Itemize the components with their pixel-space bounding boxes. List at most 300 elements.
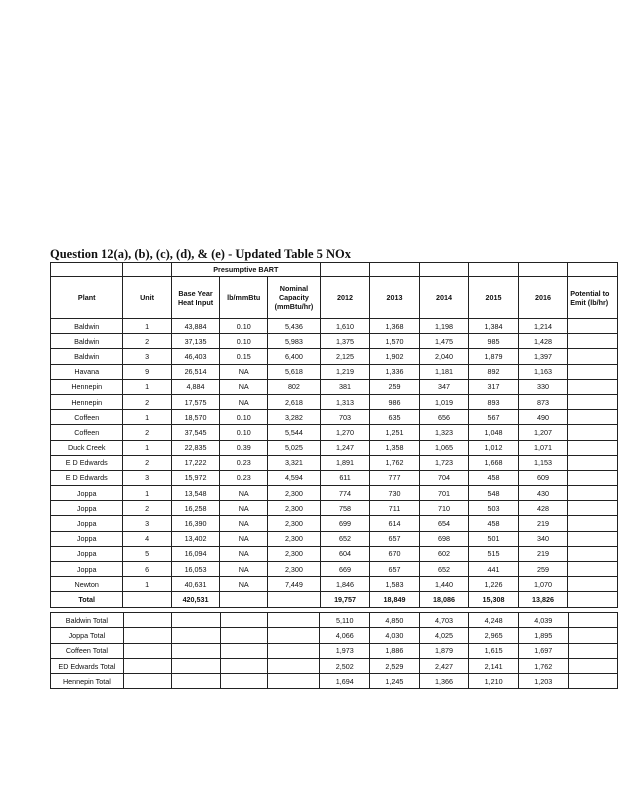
cell-cap: 3,321: [268, 455, 321, 470]
cell-y2016: 1,428: [518, 334, 567, 349]
cell-heat: 40,631: [171, 577, 220, 592]
group-header-row: [51, 263, 618, 277]
cell-rate: NA: [220, 546, 268, 561]
cell-potential: [568, 319, 618, 334]
cell-heat: 22,835: [171, 440, 220, 455]
total-label: Total: [51, 592, 123, 607]
empty-cell: [268, 674, 320, 689]
summary-2013: 4,030: [370, 628, 420, 643]
cell-potential: [568, 410, 618, 425]
cell-unit: 2: [123, 455, 171, 470]
cell-y2014: 2,040: [419, 349, 468, 364]
col-2016: 2016: [518, 277, 567, 319]
empty-cell: [568, 674, 617, 689]
column-header-row: [51, 277, 618, 319]
cell-y2016: 428: [518, 501, 567, 516]
cell-y2015: 515: [469, 546, 518, 561]
cell-y2015: 548: [469, 486, 518, 501]
cell-potential: [568, 379, 618, 394]
cell-heat: 15,972: [171, 470, 220, 485]
cell-plant: Joppa: [51, 546, 123, 561]
cell-potential: [568, 455, 618, 470]
summary-row: [51, 658, 618, 673]
cell-y2013: 777: [370, 470, 419, 485]
cell-rate: 0.10: [220, 334, 268, 349]
empty-cell: [172, 658, 220, 673]
cell-y2014: 1,019: [419, 394, 468, 409]
col-potential: Potential to Emit (lb/hr): [568, 277, 618, 319]
cell-unit: 9: [123, 364, 171, 379]
summary-label: Hennepin Total: [51, 674, 124, 689]
empty-cell: [172, 674, 220, 689]
cell-rate: 0.23: [220, 455, 268, 470]
cell-y2012: 652: [320, 531, 369, 546]
cell-cap: 2,300: [268, 531, 321, 546]
summary-2016: 1,203: [518, 674, 568, 689]
summary-2014: 1,366: [419, 674, 469, 689]
cell-y2015: 1,012: [469, 440, 518, 455]
summary-label: Joppa Total: [51, 628, 124, 643]
cell-rate: NA: [220, 486, 268, 501]
cell-rate: NA: [220, 516, 268, 531]
empty-cell: [220, 628, 267, 643]
col-plant: Plant: [51, 277, 123, 319]
cell-unit: 2: [123, 425, 171, 440]
total-row: [51, 592, 618, 607]
cell-plant: Joppa: [51, 516, 123, 531]
summary-label: Baldwin Total: [51, 613, 124, 628]
table-row: [51, 531, 618, 546]
table-row: [51, 546, 618, 561]
cell-y2016: 1,163: [518, 364, 567, 379]
cell-plant: Baldwin: [51, 319, 123, 334]
cell-unit: 3: [123, 470, 171, 485]
cell-y2015: 985: [469, 334, 518, 349]
table-row: [51, 319, 618, 334]
cell-y2013: 1,902: [370, 349, 419, 364]
cell-y2012: 669: [320, 562, 369, 577]
cell-plant: Joppa: [51, 562, 123, 577]
cell-y2013: 259: [370, 379, 419, 394]
cell-y2013: 635: [370, 410, 419, 425]
cell-y2013: 670: [370, 546, 419, 561]
cell-potential: [568, 440, 618, 455]
cell-unit: 3: [123, 349, 171, 364]
cell-plant: E D Edwards: [51, 470, 123, 485]
cell-plant: Hennepin: [51, 394, 123, 409]
cell-rate: NA: [220, 501, 268, 516]
empty-cell: [220, 613, 267, 628]
cell-heat: 13,402: [171, 531, 220, 546]
table-row: [51, 410, 618, 425]
empty-cell: [568, 628, 617, 643]
cell-y2015: 503: [469, 501, 518, 516]
col-unit: Unit: [123, 277, 171, 319]
page-title: Question 12(a), (b), (c), (d), & (e) - Updated Table 5 NOx: [50, 247, 352, 261]
cell-rate: NA: [220, 394, 268, 409]
cell-y2016: 1,214: [518, 319, 567, 334]
cell-heat: 37,135: [171, 334, 220, 349]
cell-plant: Havana: [51, 364, 123, 379]
cell-potential: [568, 425, 618, 440]
cell-y2012: 2,125: [320, 349, 369, 364]
cell-plant: Joppa: [51, 531, 123, 546]
cell-y2014: 1,723: [419, 455, 468, 470]
cell-unit: 3: [123, 516, 171, 531]
cell-y2012: 758: [320, 501, 369, 516]
cell-y2015: 1,048: [469, 425, 518, 440]
cell-y2016: 1,070: [518, 577, 567, 592]
summary-2015: 4,248: [469, 613, 519, 628]
cell-cap: 7,449: [268, 577, 321, 592]
cell-y2012: 1,846: [320, 577, 369, 592]
cell-y2013: 711: [370, 501, 419, 516]
cell-y2014: 656: [419, 410, 468, 425]
table-row: [51, 364, 618, 379]
cell-potential: [568, 531, 618, 546]
cell-y2015: 501: [469, 531, 518, 546]
cell-y2012: 604: [320, 546, 369, 561]
empty-cell: [172, 628, 220, 643]
cell-heat: 16,258: [171, 501, 220, 516]
cell-cap: 2,300: [268, 516, 321, 531]
cell-potential: [568, 577, 618, 592]
cell-cap: 5,436: [268, 319, 321, 334]
col-2015: 2015: [469, 277, 518, 319]
cell-rate: 0.23: [220, 470, 268, 485]
table-row: [51, 577, 618, 592]
cell-y2016: 873: [518, 394, 567, 409]
cell-unit: 2: [123, 394, 171, 409]
cell-heat: 18,570: [171, 410, 220, 425]
table-row: [51, 516, 618, 531]
cell-y2016: 430: [518, 486, 567, 501]
cell-y2014: 701: [419, 486, 468, 501]
cell-y2014: 698: [419, 531, 468, 546]
total-2014: 18,086: [419, 592, 468, 607]
summary-2013: 1,245: [370, 674, 420, 689]
cell-y2014: 1,440: [419, 577, 468, 592]
empty-cell: [568, 613, 617, 628]
cell-potential: [568, 516, 618, 531]
nox-table: [50, 262, 618, 608]
cell-y2012: 774: [320, 486, 369, 501]
col-rate: lb/mmBtu: [220, 277, 268, 319]
cell-cap: 2,618: [268, 394, 321, 409]
cell-heat: 4,884: [171, 379, 220, 394]
cell-y2013: 1,336: [370, 364, 419, 379]
summary-row: [51, 674, 618, 689]
cell-heat: 16,390: [171, 516, 220, 531]
cell-unit: 1: [123, 379, 171, 394]
cell-plant: Joppa: [51, 486, 123, 501]
summary-row: [51, 628, 618, 643]
cell-y2013: 657: [370, 562, 419, 577]
col-capacity: Nominal Capacity (mmBtu/hr): [268, 277, 321, 319]
cell-cap: 6,400: [268, 349, 321, 364]
cell-potential: [568, 486, 618, 501]
cell-cap: 2,300: [268, 486, 321, 501]
cell-y2012: 703: [320, 410, 369, 425]
cell-cap: 2,300: [268, 562, 321, 577]
table-row: [51, 501, 618, 516]
cell-cap: 4,594: [268, 470, 321, 485]
cell-plant: E D Edwards: [51, 455, 123, 470]
table-row: [51, 470, 618, 485]
cell-potential: [568, 394, 618, 409]
empty-cell: [268, 643, 320, 658]
table-row: [51, 334, 618, 349]
summary-row: [51, 613, 618, 628]
cell-rate: NA: [220, 379, 268, 394]
empty-cell: [220, 658, 267, 673]
cell-y2013: 986: [370, 394, 419, 409]
cell-plant: Baldwin: [51, 349, 123, 364]
cell-heat: 37,545: [171, 425, 220, 440]
cell-y2012: 1,219: [320, 364, 369, 379]
cell-y2014: 654: [419, 516, 468, 531]
cell-cap: 5,983: [268, 334, 321, 349]
cell-rate: NA: [220, 577, 268, 592]
cell-y2014: 1,198: [419, 319, 468, 334]
empty-cell: [123, 628, 171, 643]
summary-2016: 1,697: [518, 643, 568, 658]
cell-potential: [568, 501, 618, 516]
cell-rate: [220, 592, 268, 607]
cell-rate: 0.39: [220, 440, 268, 455]
cell-rate: 0.15: [220, 349, 268, 364]
cell-heat: 17,575: [171, 394, 220, 409]
table-row: [51, 486, 618, 501]
cell-unit: 1: [123, 577, 171, 592]
cell-y2014: 704: [419, 470, 468, 485]
table-row: [51, 379, 618, 394]
empty-cell: [268, 628, 320, 643]
cell-plant: Joppa: [51, 501, 123, 516]
empty-cell: [123, 613, 171, 628]
summary-2014: 4,703: [419, 613, 469, 628]
cell-cap: 2,300: [268, 546, 321, 561]
cell-y2013: 1,570: [370, 334, 419, 349]
cell-y2015: 1,668: [469, 455, 518, 470]
cell-y2015: 458: [469, 470, 518, 485]
summary-2012: 5,110: [320, 613, 370, 628]
cell-y2015: 892: [469, 364, 518, 379]
cell-y2013: 657: [370, 531, 419, 546]
cell-y2014: 1,475: [419, 334, 468, 349]
summary-2014: 2,427: [419, 658, 469, 673]
cell-cap: [268, 592, 321, 607]
summary-row: [51, 643, 618, 658]
table-row: [51, 455, 618, 470]
total-2015: 15,308: [469, 592, 518, 607]
cell-y2016: 1,071: [518, 440, 567, 455]
cell-y2013: 614: [370, 516, 419, 531]
cell-y2012: 381: [320, 379, 369, 394]
cell-y2014: 652: [419, 562, 468, 577]
cell-heat: 26,514: [171, 364, 220, 379]
cell-y2014: 1,181: [419, 364, 468, 379]
cell-unit: 5: [123, 546, 171, 561]
cell-y2016: 219: [518, 516, 567, 531]
cell-y2014: 347: [419, 379, 468, 394]
cell-unit: 4: [123, 531, 171, 546]
cell-y2016: 490: [518, 410, 567, 425]
cell-cap: 5,618: [268, 364, 321, 379]
cell-plant: Newton: [51, 577, 123, 592]
total-2012: 19,757: [320, 592, 369, 607]
cell-y2016: 330: [518, 379, 567, 394]
cell-y2013: 1,358: [370, 440, 419, 455]
summary-2013: 2,529: [370, 658, 420, 673]
summary-2013: 4,850: [370, 613, 420, 628]
cell-unit: 1: [123, 440, 171, 455]
cell-y2016: 340: [518, 531, 567, 546]
cell-y2012: 1,313: [320, 394, 369, 409]
cell-unit: [123, 592, 171, 607]
table-row: [51, 440, 618, 455]
cell-y2015: 441: [469, 562, 518, 577]
summary-2015: 2,141: [469, 658, 519, 673]
empty-cell: [172, 613, 220, 628]
cell-y2015: 458: [469, 516, 518, 531]
cell-y2016: 1,207: [518, 425, 567, 440]
cell-y2012: 1,891: [320, 455, 369, 470]
cell-rate: NA: [220, 364, 268, 379]
cell-y2012: 611: [320, 470, 369, 485]
cell-potential: [568, 364, 618, 379]
summary-2014: 1,879: [419, 643, 469, 658]
table-row: [51, 349, 618, 364]
cell-cap: 5,544: [268, 425, 321, 440]
summary-2012: 1,694: [320, 674, 370, 689]
cell-rate: 0.10: [220, 425, 268, 440]
empty-cell: [220, 643, 267, 658]
cell-potential: [568, 470, 618, 485]
cell-heat: 43,884: [171, 319, 220, 334]
cell-y2015: 1,226: [469, 577, 518, 592]
summary-2015: 1,210: [469, 674, 519, 689]
cell-heat: 46,403: [171, 349, 220, 364]
cell-y2014: 1,065: [419, 440, 468, 455]
cell-rate: 0.10: [220, 319, 268, 334]
cell-y2012: 1,610: [320, 319, 369, 334]
cell-plant: Coffeen: [51, 410, 123, 425]
cell-heat: 17,222: [171, 455, 220, 470]
cell-plant: Coffeen: [51, 425, 123, 440]
empty-cell: [568, 658, 617, 673]
cell-y2014: 602: [419, 546, 468, 561]
summary-label: Coffeen Total: [51, 643, 124, 658]
cell-rate: NA: [220, 562, 268, 577]
summary-2015: 1,615: [469, 643, 519, 658]
total-2013: 18,849: [370, 592, 419, 607]
cell-unit: 2: [123, 334, 171, 349]
cell-y2015: 1,384: [469, 319, 518, 334]
cell-y2014: 710: [419, 501, 468, 516]
cell-y2015: 1,879: [469, 349, 518, 364]
col-2013: 2013: [370, 277, 419, 319]
empty-cell: [220, 674, 267, 689]
cell-y2014: 1,323: [419, 425, 468, 440]
cell-unit: 1: [123, 319, 171, 334]
cell-y2015: 567: [469, 410, 518, 425]
summary-label: ED Edwards Total: [51, 658, 124, 673]
empty-cell: [268, 658, 320, 673]
cell-y2016: 1,397: [518, 349, 567, 364]
cell-heat: 16,053: [171, 562, 220, 577]
cell-potential: [568, 592, 618, 607]
cell-potential: [568, 546, 618, 561]
summary-2015: 2,965: [469, 628, 519, 643]
cell-y2012: 1,270: [320, 425, 369, 440]
cell-potential: [568, 334, 618, 349]
cell-cap: 3,282: [268, 410, 321, 425]
cell-cap: 802: [268, 379, 321, 394]
cell-cap: 2,300: [268, 501, 321, 516]
empty-cell: [172, 643, 220, 658]
cell-rate: NA: [220, 531, 268, 546]
cell-y2013: 1,251: [370, 425, 419, 440]
col-heat-input: Base Year Heat Input: [171, 277, 220, 319]
cell-y2016: 1,153: [518, 455, 567, 470]
table-row: [51, 425, 618, 440]
empty-cell: [123, 658, 171, 673]
cell-potential: [568, 349, 618, 364]
cell-rate: 0.10: [220, 410, 268, 425]
total-heat: 420,531: [171, 592, 220, 607]
cell-y2012: 1,247: [320, 440, 369, 455]
cell-unit: 1: [123, 410, 171, 425]
summary-2016: 1,762: [518, 658, 568, 673]
cell-heat: 13,548: [171, 486, 220, 501]
table-row: [51, 394, 618, 409]
summary-2013: 1,886: [370, 643, 420, 658]
summary-2016: 4,039: [518, 613, 568, 628]
cell-y2013: 1,762: [370, 455, 419, 470]
cell-y2013: 1,583: [370, 577, 419, 592]
col-2014: 2014: [419, 277, 468, 319]
summary-2012: 1,973: [320, 643, 370, 658]
presumptive-bart-header: Presumptive BART: [171, 263, 320, 277]
summary-2012: 4,066: [320, 628, 370, 643]
cell-unit: 2: [123, 501, 171, 516]
cell-y2016: 219: [518, 546, 567, 561]
cell-y2012: 1,375: [320, 334, 369, 349]
cell-heat: 16,094: [171, 546, 220, 561]
cell-y2015: 317: [469, 379, 518, 394]
cell-plant: Baldwin: [51, 334, 123, 349]
cell-potential: [568, 562, 618, 577]
table-row: [51, 562, 618, 577]
cell-y2013: 1,368: [370, 319, 419, 334]
cell-cap: 5,025: [268, 440, 321, 455]
summary-2016: 1,895: [518, 628, 568, 643]
empty-cell: [123, 643, 171, 658]
cell-y2012: 699: [320, 516, 369, 531]
plant-totals-table: [50, 612, 618, 689]
col-2012: 2012: [320, 277, 369, 319]
cell-plant: Duck Creek: [51, 440, 123, 455]
empty-cell: [123, 674, 171, 689]
cell-y2016: 609: [518, 470, 567, 485]
summary-2012: 2,502: [320, 658, 370, 673]
cell-plant: Hennepin: [51, 379, 123, 394]
cell-y2013: 730: [370, 486, 419, 501]
cell-unit: 1: [123, 486, 171, 501]
total-2016: 13,826: [518, 592, 567, 607]
empty-cell: [568, 643, 617, 658]
